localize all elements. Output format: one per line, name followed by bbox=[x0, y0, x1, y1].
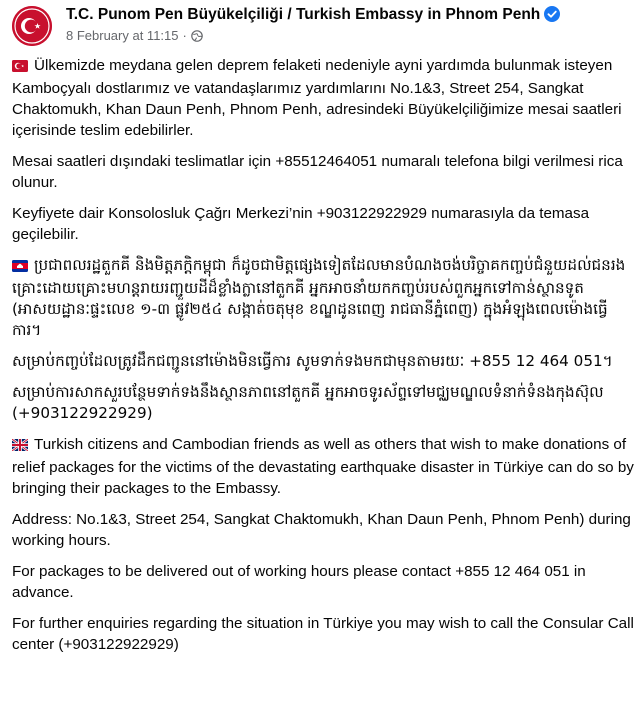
kh-paragraph-1-text: ប្រជាពលរដ្ឋតួកគី និងមិត្តភក្តិកម្ពុជា ក៏ដូចជាមិត្តផ្សេងទៀតដែលមានបំណងចង់បរិច្ចាគកញ្ចប់ជំនួយដល់ជនរងគ្រោះដោយគ្រោះមហន្តរាយរញ្ជួយដីដ៏ខ្លាំងក្លានៅតួកគី អ្នកអាចនាំយកកញ្ចប់របស់ពួកអ្នកទៅកាន់ស្ថានទូត (អាសយដ្ឋានៈផ្ទះលេខ ១-៣ ផ្លូវ២៥៤ សង្កាត់ចតុមុខ ខណ្ឌដូនពេញ រាជធានីភ្នំពេញ) ក្នុងអំឡុងពេលម៉ោងធ្វើការ។ bbox=[12, 256, 626, 339]
page-name-link[interactable]: T.C. Punom Pen Büyükelçiliği / Turkish Embassy in Phnom Penh bbox=[66, 6, 541, 23]
tr-paragraph-1 bbox=[12, 55, 636, 141]
verified-badge-icon bbox=[544, 6, 560, 22]
en-paragraph-3: For packages to be delivered out of working hours please contact +855 12 464 051 in advance. bbox=[12, 563, 586, 601]
post-timestamp[interactable]: 8 February at 11:15 bbox=[66, 28, 179, 43]
globe-icon[interactable] bbox=[191, 30, 203, 42]
en-paragraph-1 bbox=[12, 434, 636, 499]
tr-paragraph-2: Mesai saatleri dışındaki teslimatlar için +85512464051 numaralı telefona bilgi verilmesi rica olunur. bbox=[12, 153, 623, 191]
page-name-row bbox=[66, 6, 560, 24]
page-avatar[interactable] bbox=[12, 6, 52, 46]
tr-paragraph-1-text: Ülkemizde meydana gelen deprem felaketi nedeniyle ayni yardımda bulunmak isteyen Kamboçyalı dostlarımız ve vatandaşlarımız yardımlarını No.1&3, Street 254, Sangkat Chaktomukh, Khan Daun Penh, Phnom Penh, adresindeki Büyükelçiliğimize mesai saatleri içerisinde teslim edebilirler. bbox=[12, 57, 622, 139]
cambodia-flag-icon bbox=[12, 257, 28, 278]
en-paragraph-4: For further enquiries regarding the situation in Türkiye you may wish to call the Consular Call center (+903122922929) bbox=[12, 615, 634, 653]
kh-paragraph-3: សម្រាប់ការសាកសួរបន្ថែមទាក់ទងនឹងស្ថានភាពនៅតួកគី អ្នកអាចទូរស័ព្ទទៅមជ្ឈមណ្ឌលទំនាក់ទំនងកុងស៊ុល (+903122922929) bbox=[12, 383, 604, 422]
meta-separator: · bbox=[182, 28, 187, 43]
en-paragraph-2: Address: No.1&3, Street 254, Sangkat Chaktomukh, Khan Daun Penh, Phnom Penh) during working hours. bbox=[12, 511, 631, 549]
turkey-flag-icon bbox=[12, 57, 28, 78]
tr-paragraph-3: Keyfiyete dair Konsolosluk Çağrı Merkezi’nin +903122922929 numarasıyla da temasa geçilebilir. bbox=[12, 205, 590, 243]
uk-flag-icon bbox=[12, 436, 28, 457]
en-paragraph-1-text: Turkish citizens and Cambodian friends as well as others that wish to make donations of relief packages for the victims of the devastating earthquake disaster in Türkiye can do so by bringing their packages to the Embassy. bbox=[12, 436, 634, 497]
post-body bbox=[12, 55, 636, 665]
kh-paragraph-1 bbox=[12, 255, 636, 341]
kh-paragraph-2: សម្រាប់កញ្ចប់ដែលត្រូវដឹកជញ្ជូននៅម៉ោងមិនធ្វើការ សូមទាក់ទងមកជាមុនតាមរយៈ +855 12 464 051។ bbox=[12, 352, 613, 370]
turkish-crescent-star-icon bbox=[12, 6, 52, 46]
post-meta bbox=[66, 28, 203, 43]
